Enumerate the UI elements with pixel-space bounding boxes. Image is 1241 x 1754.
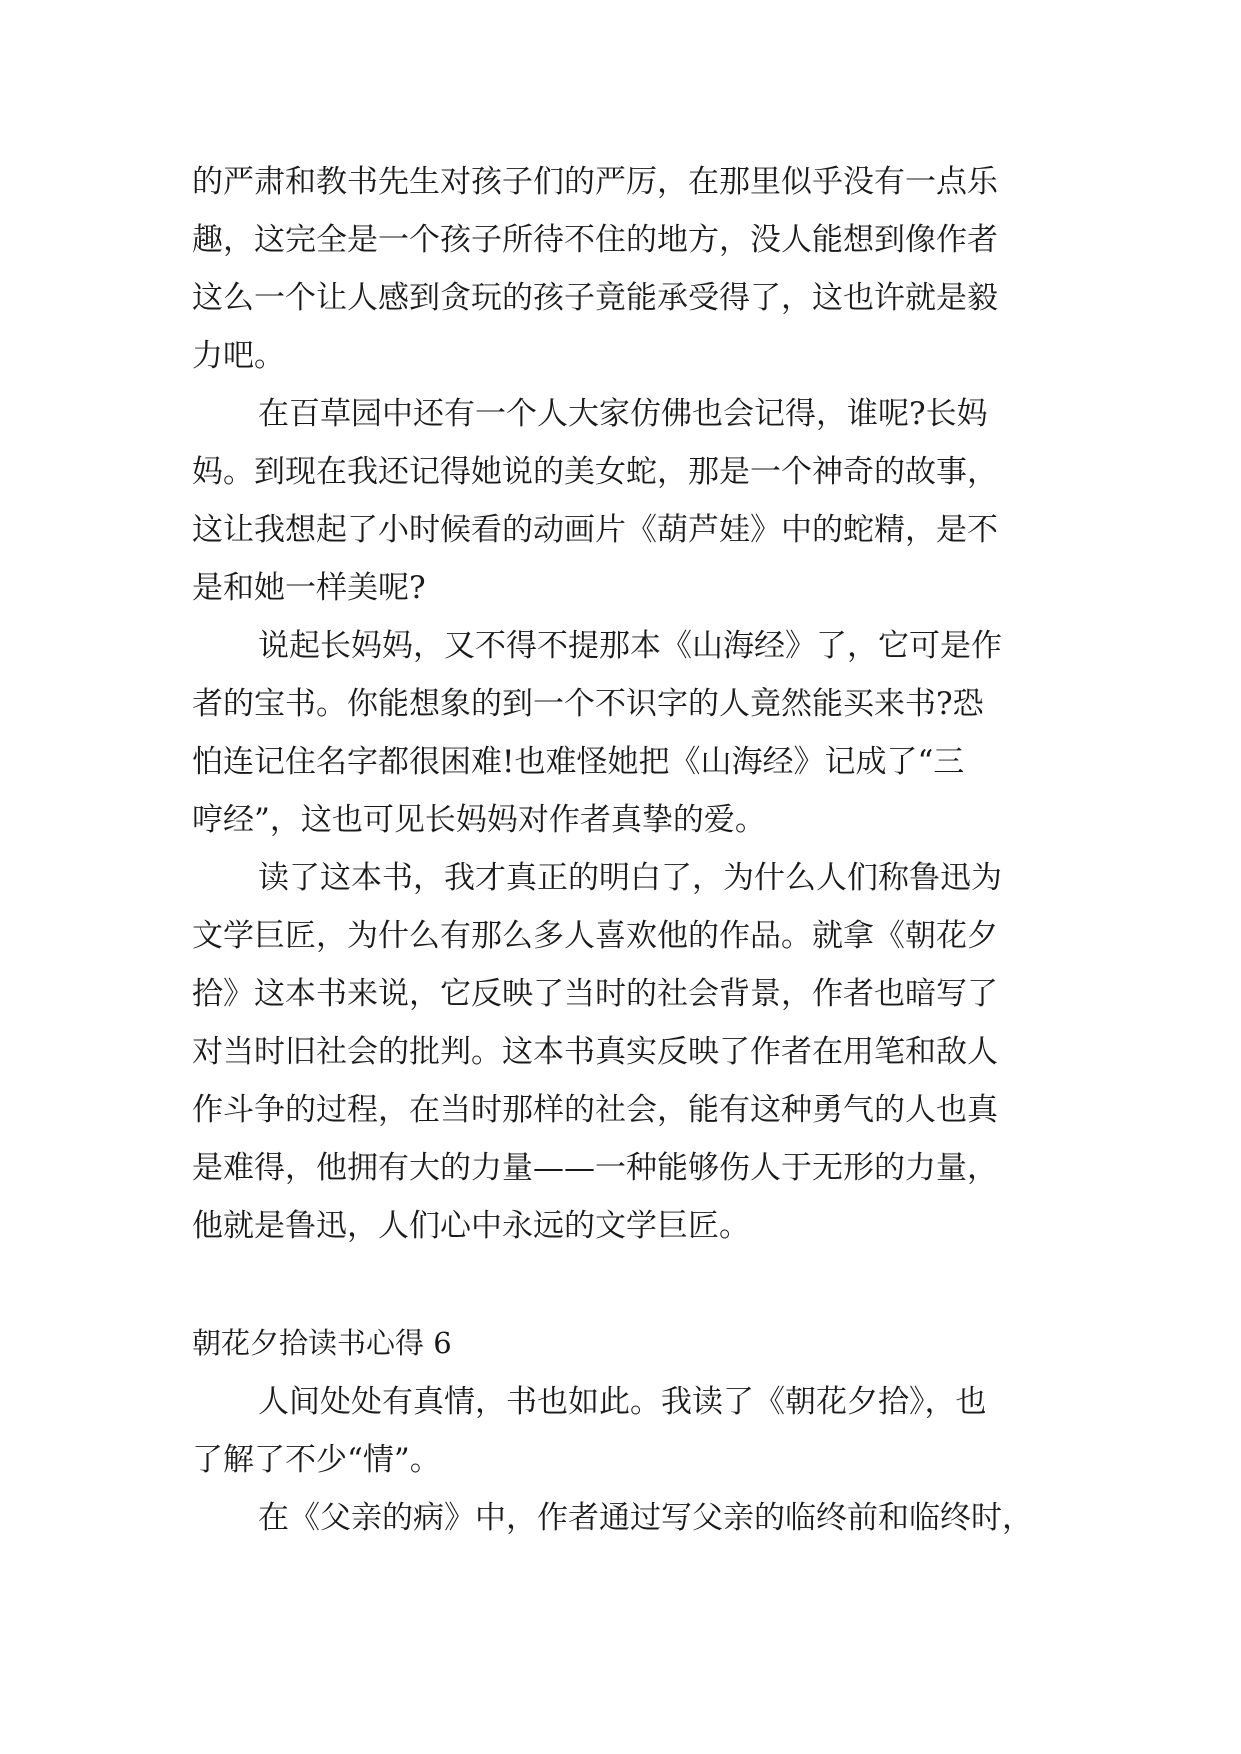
paragraph (192, 617, 1052, 849)
text-line: 文学巨匠，为什么有那么多人喜欢他的作品。就拿《朝花夕 (192, 918, 998, 954)
text-line: 作斗争的过程，在当时那样的社会，能有这种勇气的人也真 (192, 1092, 998, 1128)
document-body (192, 153, 1052, 1547)
text-line: 是和她一样美呢? (192, 570, 426, 606)
text-line: 在百草园中还有一个人大家仿佛也会记得，谁呢?长妈 (258, 396, 988, 432)
paragraph (192, 1373, 1052, 1489)
text-line: 在《父亲的病》中，作者通过写父亲的临终前和临终时， (258, 1500, 1033, 1536)
paragraph (192, 1489, 1052, 1547)
text-line: 趣，这完全是一个孩子所待不住的地方，没人能想到像作者 (192, 222, 998, 258)
text-line: 这么一个让人感到贪玩的孩子竟能承受得了，这也许就是毅 (192, 280, 998, 316)
text-line: 的严肃和教书先生对孩子们的严厉，在那里似乎没有一点乐 (192, 164, 998, 200)
text-line: 人间处处有真情，书也如此。我读了《朝花夕拾》，也 (258, 1384, 987, 1420)
text-line: 哼经”，这也可见长妈妈对作者真挚的爱。 (192, 802, 766, 838)
text-line: 读了这本书，我才真正的明白了，为什么人们称鲁迅为 (258, 860, 1002, 896)
text-line: 怕连记住名字都很困难!也难怪她把《山海经》记成了“三 (192, 744, 965, 780)
text-line: 拾》这本书来说，它反映了当时的社会背景，作者也暗写了 (192, 976, 998, 1012)
text-line: 妈。到现在我还记得她说的美女蛇，那是一个神奇的故事， (192, 454, 998, 490)
section-heading: 朝花夕拾读书心得 6 (192, 1326, 452, 1360)
text-line: 了解了不少“情”。 (192, 1442, 441, 1478)
text-line: 是难得，他拥有大的力量——一种能够伤人于无形的力量， (192, 1150, 998, 1186)
text-line: 这让我想起了小时候看的动画片《葫芦娃》中的蛇精，是不 (192, 512, 998, 548)
text-line: 者的宝书。你能想象的到一个不识字的人竟然能买来书?恐 (192, 686, 984, 722)
paragraph (192, 385, 1052, 617)
section-spacer (192, 1255, 1052, 1313)
text-line: 力吧。 (192, 338, 285, 374)
paragraph (192, 153, 1052, 385)
text-line: 对当时旧社会的批判。这本书真实反映了作者在用笔和敌人 (192, 1034, 998, 1070)
paragraph (192, 849, 1052, 1255)
text-line: 说起长妈妈，又不得不提那本《山海经》了，它可是作 (258, 628, 1002, 664)
text-line: 他就是鲁迅，人们心中永远的文学巨匠。 (192, 1208, 750, 1244)
